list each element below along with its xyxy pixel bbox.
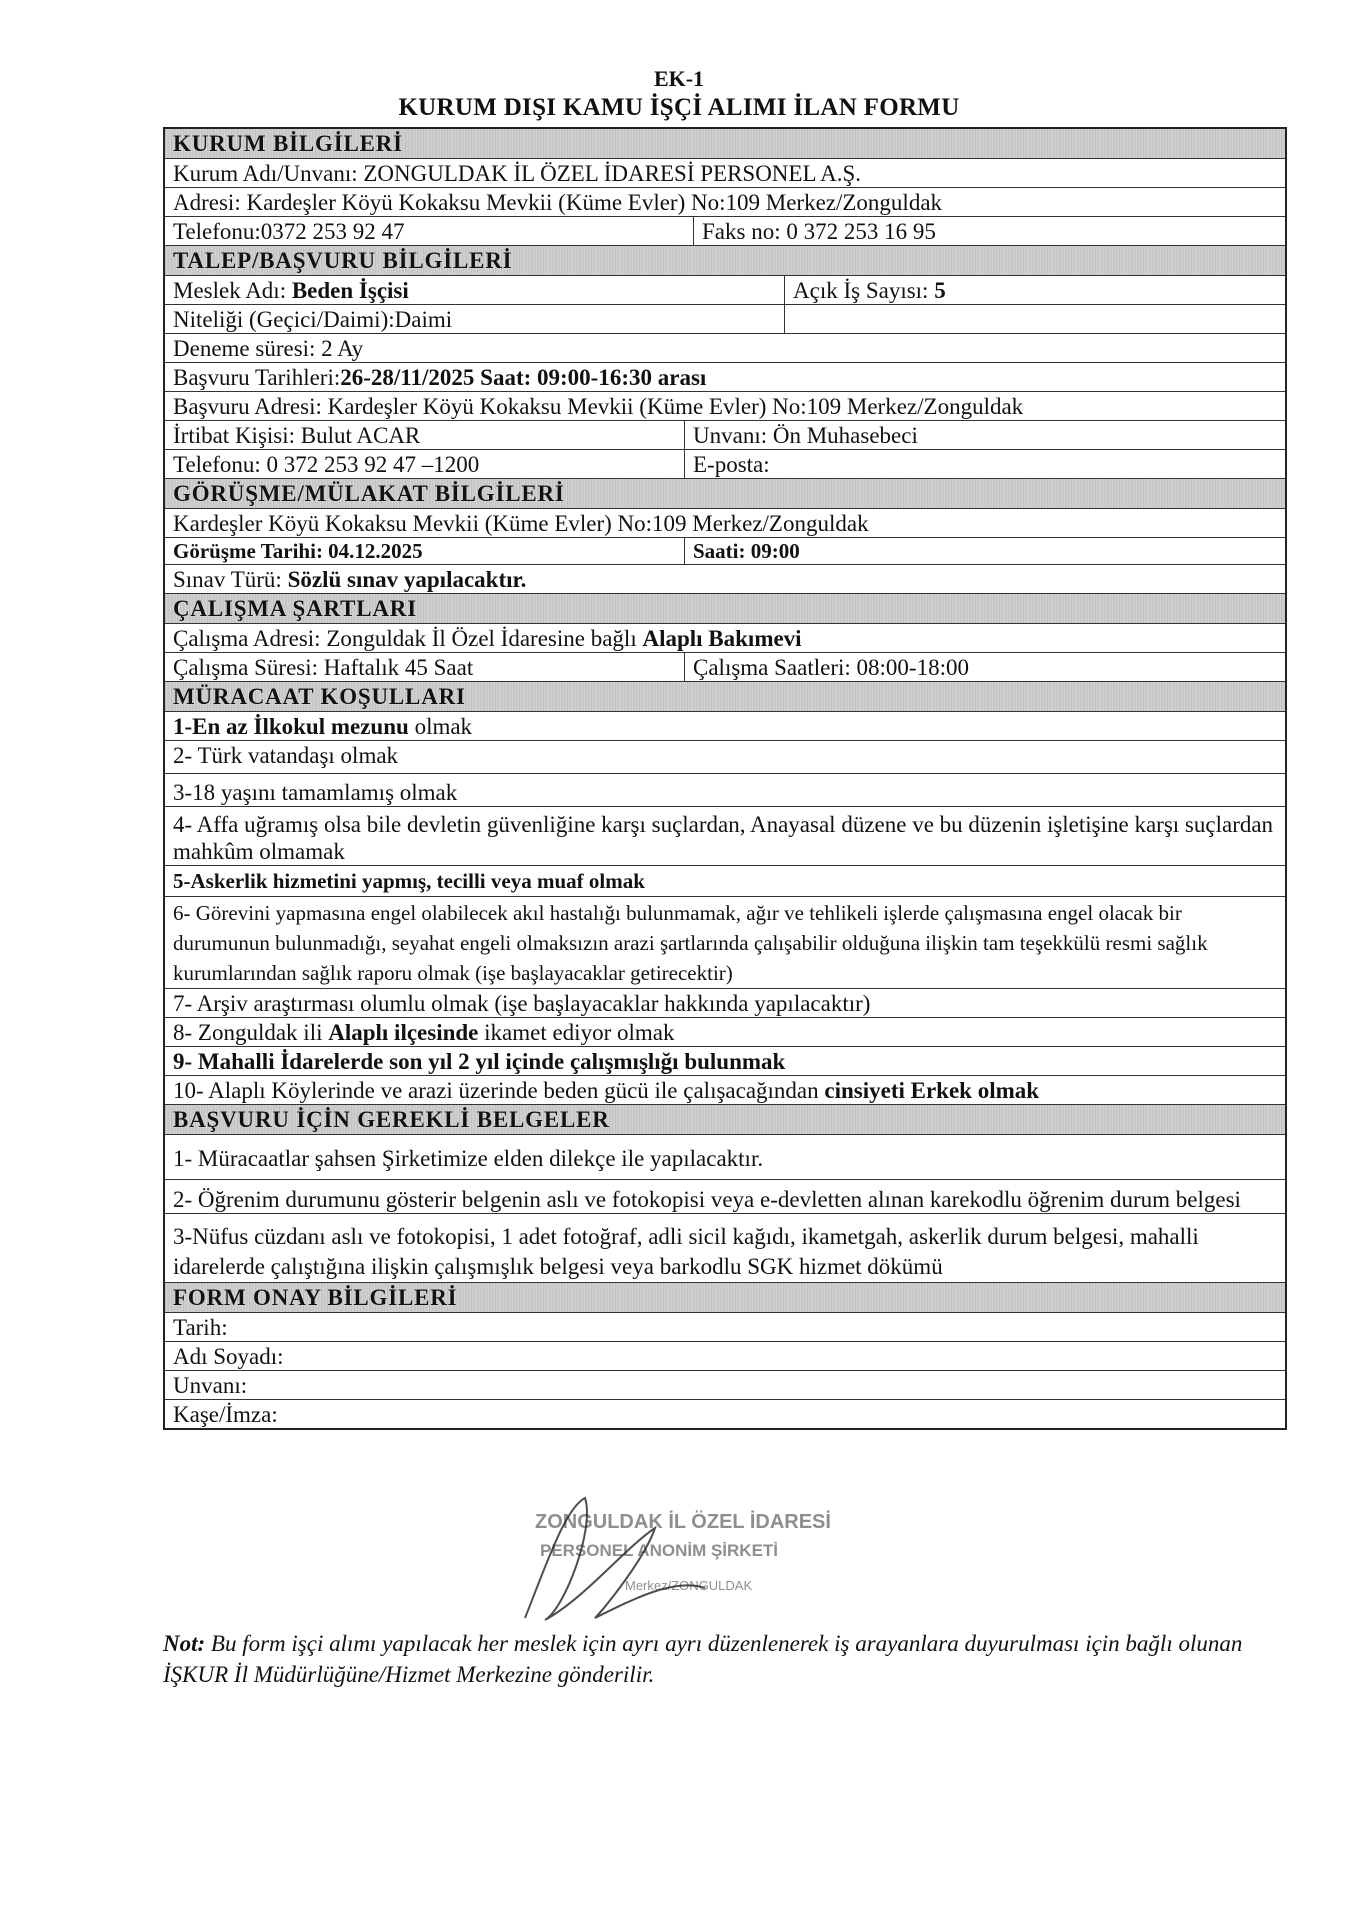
onay-unvan-row [165, 1371, 1285, 1400]
kurum-iletisim-row [165, 217, 1285, 246]
section-talep: TALEP/BAŞVURU BİLGİLERİ [165, 246, 1285, 276]
onay-tarih: Tarih: [173, 1315, 228, 1340]
belge-2: 2- Öğrenim durumunu gösterir belgenin aslı ve fotokopisi veya e-devletten alınan karekodlu öğrenim durum belgesi [165, 1180, 1285, 1214]
onay-tarih-row [165, 1313, 1285, 1342]
basvuru-tarih-row [165, 363, 1285, 392]
irtibat-iletisim-row [165, 450, 1285, 479]
kosul-3: 3-18 yaşını tamamlamış olmak [165, 774, 1285, 807]
belge-1: 1- Müracaatlar şahsen Şirketimize elden dilekçe ile yapılacaktır. [165, 1135, 1285, 1180]
kosul-1: 1-En az İlkokul mezunu olmak [165, 712, 1285, 741]
kosul-10: 10- Alaplı Köylerinde ve arazi üzerinde beden gücü ile çalışacağından cinsiyeti Erkek olmak [165, 1076, 1285, 1105]
irtibat-kisisi: İrtibat Kişisi: Bulut ACAR [165, 421, 685, 449]
kosul-2: 2- Türk vatandaşı olmak [165, 741, 1285, 774]
kosul-7: 7- Arşiv araştırması olumlu olmak (işe başlayacaklar hakkında yapılacaktır) [165, 989, 1285, 1018]
section-kurum: KURUM BİLGİLERİ [165, 129, 1285, 159]
belge-3: 3-Nüfus cüzdanı aslı ve fotokopisi, 1 adet fotoğraf, adli sicil kağıdı, ikametgah, askerlik durum belgesi, mahalli idarelerde çalıştığına ilişkin çalışmışlık belgesi veya barkodlu SGK hizmet dökümü [165, 1214, 1285, 1283]
sinav-turu-row [165, 565, 1285, 594]
form-title: KURUM DIŞI KAMU İŞÇİ ALIMI İLAN FORMU [398, 94, 960, 121]
irtibat-eposta: E-posta: [693, 452, 770, 477]
kurum-faks: Faks no: 0 372 253 16 95 [702, 219, 936, 244]
onay-adi-row [165, 1342, 1285, 1371]
meslek-row [165, 276, 1285, 305]
onay-kase-imza: Kaşe/İmza: [173, 1402, 278, 1427]
gorusme-adresi: Kardeşler Köyü Kokaksu Mevkii (Küme Evler) No:109 Merkez/Zonguldak [173, 511, 869, 536]
ilan-form [163, 127, 1287, 1430]
basvuru-tarihleri: Başvuru Tarihleri:26-28/11/2025 Saat: 09:00-16:30 arası [173, 365, 707, 390]
stamp-line-1: ZONGULDAK İL ÖZEL İDARESİ [535, 1511, 831, 1533]
section-muracaat: MÜRACAAT KOŞULLARI [165, 682, 1285, 712]
nitelik: Niteliği (Geçici/Daimi):Daimi [165, 305, 785, 333]
section-belgeler: BAŞVURU İÇİN GEREKLİ BELGELER [165, 1105, 1285, 1135]
stamp-line-2: PERSONEL ANONİM ŞİRKETİ [540, 1541, 779, 1560]
acik-is-sayisi: Açık İş Sayısı: 5 [793, 278, 946, 303]
deneme-row [165, 334, 1285, 363]
kurum-telefon: Telefonu:0372 253 92 47 [165, 217, 694, 245]
kosul-9: 9- Mahalli İdarelerde son yıl 2 yıl içinde çalışmışlığı bulunmak [165, 1047, 1285, 1076]
kurum-adi: Kurum Adı/Unvanı: ZONGULDAK İL ÖZEL İDARESİ PERSONEL A.Ş. [173, 161, 862, 186]
company-stamp [505, 1488, 865, 1628]
calisma-adres-row [165, 624, 1285, 653]
gorusme-tarih-row [165, 538, 1285, 565]
gorusme-tarihi: Görüşme Tarihi: 04.12.2025 [165, 538, 685, 564]
kurum-adres-row [165, 188, 1285, 217]
gorusme-adres-row [165, 509, 1285, 538]
deneme-suresi: Deneme süresi: 2 Ay [173, 336, 364, 361]
kosul-6: 6- Görevini yapmasına engel olabilecek akıl hastalığı bulunmamak, ağır ve tehlikeli işlerde çalışmasına engel olacak bir durumunun bulunmadığı, seyahat engeli olmaksızın arazi şartlarında çalışabilir olduğuna ilişkin tam teşekkülü resmi sağlık kurumlarından sağlık raporu olmak (işe başlayacaklar getirecektir) [165, 897, 1285, 989]
nitelik-row [165, 305, 1285, 334]
gorusme-saati: Saati: 09:00 [693, 539, 800, 563]
footnote: Not: Bu form işçi alımı yapılacak her meslek için ayrı ayrı düzenlenerek iş arayanlara duyurulması için bağlı olunan İŞKUR İl Müdürlüğüne/Hizmet Merkezine gönderilir. [163, 1631, 1243, 1687]
section-calisma: ÇALIŞMA ŞARTLARI [165, 594, 1285, 624]
kurum-adres: Adresi: Kardeşler Köyü Kokaksu Mevkii (Küme Evler) No:109 Merkez/Zonguldak [173, 190, 943, 215]
annex-label: EK-1 [653, 66, 705, 91]
stamp-line-3: Merkez/ZONGULDAK [625, 1578, 753, 1593]
calisma-saatleri: Çalışma Saatleri: 08:00-18:00 [693, 655, 969, 680]
sinav-turu: Sınav Türü: Sözlü sınav yapılacaktır. [173, 567, 527, 592]
irtibat-telefon: Telefonu: 0 372 253 92 47 –1200 [165, 450, 685, 478]
onay-kase-row [165, 1400, 1285, 1428]
basvuru-adres-row [165, 392, 1285, 421]
irtibat-row [165, 421, 1285, 450]
onay-adi-soyadi: Adı Soyadı: [173, 1344, 284, 1369]
kosul-8: 8- Zonguldak ili Alaplı ilçesinde ikamet ediyor olmak [165, 1018, 1285, 1047]
meslek-adi: Meslek Adı: Beden İşçisi [165, 276, 785, 304]
kosul-4: 4- Affa uğramış olsa bile devletin güvenliğine karşı suçlardan, Anayasal düzene ve bu düzenin işletişine karşı suçlardan mahkûm olmamak [165, 807, 1285, 866]
section-onay: FORM ONAY BİLGİLERİ [165, 1283, 1285, 1313]
irtibat-unvan: Unvanı: Ön Muhasebeci [693, 423, 918, 448]
calisma-sure-row [165, 653, 1285, 682]
calisma-adresi: Çalışma Adresi: Zonguldak İl Özel İdaresine bağlı Alaplı Bakımevi [173, 626, 802, 651]
kosul-5: 5-Askerlik hizmetini yapmış, tecilli veya muaf olmak [165, 866, 1285, 897]
calisma-suresi: Çalışma Süresi: Haftalık 45 Saat [165, 653, 685, 681]
basvuru-adresi: Başvuru Adresi: Kardeşler Köyü Kokaksu Mevkii (Küme Evler) No:109 Merkez/Zonguldak [173, 394, 1024, 419]
section-gorusme: GÖRÜŞME/MÜLAKAT BİLGİLERİ [165, 479, 1285, 509]
kurum-adi-row [165, 159, 1285, 188]
onay-unvan: Unvanı: [173, 1373, 248, 1398]
